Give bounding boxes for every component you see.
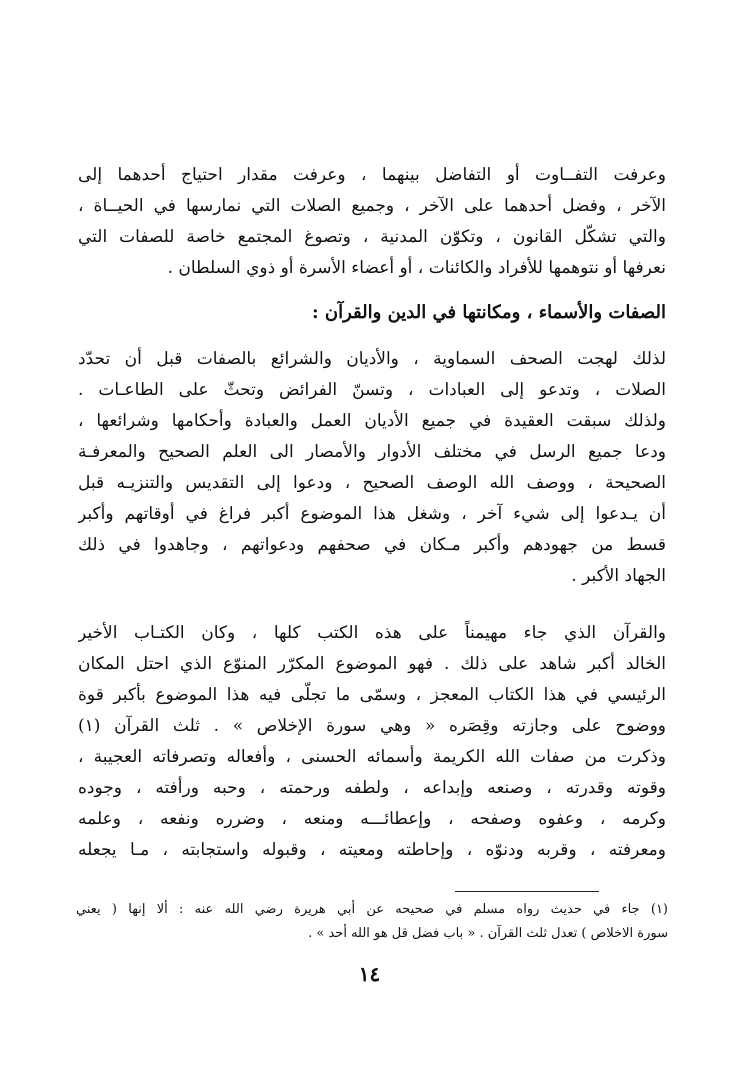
paragraph-1 (78, 160, 666, 284)
text-line: ومعرفته ، وقربه ودنوّه ، وإحاطته ومعيته ، وقبوله واستجابته ، مـا يجعله (78, 840, 666, 860)
paragraph-2 (78, 344, 666, 592)
text-line: وقوته وقدرته ، وصنعه وإبداعه ، ولطفه ورحمته ، وحبه ورأفته ، وجوده (78, 778, 666, 798)
text-line: قسط من جهودهم وأكبر مـكان في صحفهم ودعواتهم ، وجاهدوا في ذلك (78, 535, 666, 555)
text-line: أن يـدعوا إلى شيء آخر ، وشغل هذا الموضوع أكبر فراغ في أوقاتهم وأكبر (78, 504, 666, 524)
text-line: وعرفت التفــاوت أو التفاضل بينهما ، وعرفت مقدار احتياج أحدهما إلى (78, 165, 666, 185)
text-line: والتي تشكّل القانون ، وتكوّن المدنية ، وتصوغ المجتمع خاصة للصفات التي (78, 227, 666, 247)
text-line: الصلات ، وتدعو إلى العبادات ، وتسنّ الفرائض وتحثّ على الطاعـات . (78, 380, 666, 400)
text-line: الرئيسي في هذا الكتاب المعجز ، وسمّى ما تجلّى فيه هذا الموضوع بأكبر قوة (78, 685, 666, 705)
text-line: الصحيحة ، ووصف الله الوصف الصحيح ، ودعوا إلى التقديس والتنزيـه قبل (78, 473, 666, 493)
text-line: لذلك لهجت الصحف السماوية ، والأديان والشرائع بالصفات قبل أن تحدّد (78, 349, 666, 369)
text-line: الجهاد الأكبر . (571, 566, 666, 586)
footnote-line: (١) جاء في حديث رواه مسلم في صحيحه عن أبي هريرة رضي الله عنه : ألا إنها ( يعني (76, 902, 668, 917)
text-line: والقرآن الذي جاء مهيمناً على هذه الكتب كلها ، وكان الكتـاب الأخير (78, 623, 666, 643)
footnote-divider (455, 891, 599, 892)
section-heading: الصفات والأسماء ، ومكانتها في الدين والقرآن : (311, 302, 666, 323)
text-line: وكرمه ، وعفوه وصفحه ، وإعطائـــه ومنعه ، وضرره ونفعه ، وعلمه (78, 809, 666, 829)
text-line: ووضوح على وجازته وقِصَره « وهي سورة الإخلاص » . ثلث القرآن (١) (78, 716, 666, 736)
text-line: ودعا جميع الرسل في مختلف الأدوار والأمصار الى العلم الصحيح والمعرفـة (78, 442, 666, 462)
text-line: نعرفها أو نتوهمها للأفراد والكائنات ، أو أعضاء الأسرة أو ذوي السلطان . (167, 258, 666, 278)
footnote-line: سورة الاخلاص ) تعدل ثلث القرآن . « باب فضل قل هو الله أحد » . (308, 926, 668, 941)
text-line: الخالد أكبر شاهد على ذلك . فهو الموضوع المكرّر المنوّع الذي احتل المكان (78, 654, 666, 674)
text-line: ولذلك سبقت العقيدة في جميع الأديان العمل والعبادة وأحكامها وشرائعها ، (78, 411, 666, 431)
page-number: ١٤ (358, 962, 381, 986)
text-line: الآخر ، وفضل أحدهما على الآخر ، وجميع الصلات التي نمارسها في الحيــاة ، (78, 196, 666, 216)
footnote (76, 898, 668, 946)
text-line: وذكرت من صفات الله الكريمة وأسمائه الحسنى ، وأفعاله وتصرفاته العجيبة ، (78, 747, 666, 767)
paragraph-3 (78, 618, 666, 866)
